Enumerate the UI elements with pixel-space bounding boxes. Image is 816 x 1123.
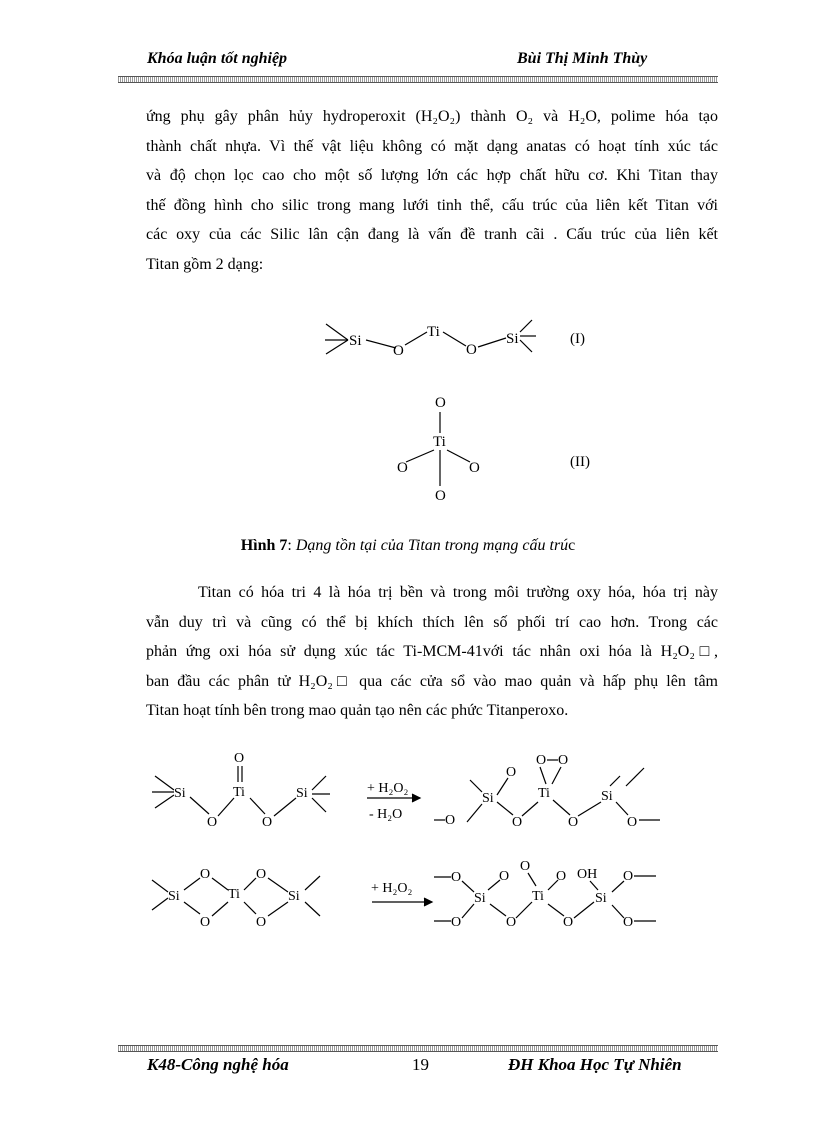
atom-o: O <box>623 869 634 884</box>
header-right: Bùi Thị Minh Thùy <box>517 50 648 67</box>
atom-o: O <box>397 460 408 476</box>
atom-si: Si <box>288 889 300 904</box>
atom-o: O <box>623 915 634 930</box>
structure-1-label: (I) <box>570 331 585 347</box>
atom-o: O <box>563 915 574 930</box>
figure-7-caption <box>0 537 816 555</box>
atom-o: O <box>520 859 531 874</box>
atom-o: O <box>568 815 579 830</box>
atom-o: O <box>393 343 404 359</box>
paragraph-line: thế đồng hình cho silic trong mang lưới tinh thể, cấu trúc của liên kết Titan với <box>146 196 718 214</box>
atom-o: O <box>262 815 273 830</box>
atom-o: O <box>499 869 510 884</box>
caption-label: Hình 7 <box>240 537 288 554</box>
paragraph-line: Titan hoạt tính bên trong mao quản tạo nên các phức Titanperoxo. <box>146 702 569 719</box>
atom-o: O <box>234 751 245 766</box>
reaction-schemes <box>0 740 816 940</box>
byproduct-label: - H₂O <box>369 807 403 822</box>
atom-o: O <box>200 867 211 882</box>
caption-text: Dạng tồn tại của Titan trong mạng cấu trú <box>295 537 569 554</box>
header-rule <box>118 76 718 83</box>
atom-si: Si <box>296 786 308 801</box>
structure-2 <box>397 395 590 504</box>
atom-ti: Ti <box>532 889 544 904</box>
footer-rule <box>118 1045 718 1052</box>
figure-7-structures <box>0 300 816 520</box>
atom-si: Si <box>601 789 613 804</box>
atom-oh: OH <box>577 867 598 882</box>
reaction-1-product <box>434 753 660 830</box>
caption-tail: c <box>568 537 576 554</box>
atom-o: O <box>627 815 638 830</box>
atom-o: O <box>512 815 523 830</box>
atom-o: O <box>506 765 517 780</box>
atom-ti: Ti <box>433 434 446 450</box>
atom-o: O <box>207 815 218 830</box>
reaction-2-product <box>434 859 656 930</box>
paragraph-line: ứng phụ gây phân hủy hydroperoxit (H₂O₂) thành O₂ và H₂O, polime hóa tạo <box>146 108 718 125</box>
paragraph-line: ban đầu các phân tử H₂O₂□ qua các cửa sổ vào mao quản và hấp phụ lên tâm <box>146 672 718 690</box>
reaction-2-reactant <box>152 867 320 930</box>
paragraph-line: Titan gồm 2 dạng: <box>146 255 264 273</box>
atom-si: Si <box>595 891 607 906</box>
atom-o: O <box>536 753 547 768</box>
paragraph-1 <box>146 102 718 279</box>
atom-ti: Ti <box>427 324 440 340</box>
atom-o: O <box>558 753 569 768</box>
paragraph-line: thành chất nhựa. Vì thế vật liệu không có mặt dạng anatas có hoạt tính xúc tác <box>146 137 718 155</box>
structure-2-label: (II) <box>570 454 590 470</box>
atom-si: Si <box>174 786 186 801</box>
footer-right: ĐH Khoa Học Tự Nhiên <box>508 1055 682 1074</box>
reagent-label: + H₂O₂ <box>371 881 413 896</box>
atom-o: O <box>451 915 462 930</box>
atom-o: O <box>466 342 477 358</box>
paragraph-line: các oxy của các Silic lân cận đang là vấn đề tranh cãi . Cấu trúc của liên kết <box>146 226 718 243</box>
atom-ti: Ti <box>538 786 550 801</box>
atom-o: O <box>435 395 446 411</box>
atom-si: Si <box>168 889 180 904</box>
atom-si: Si <box>474 891 486 906</box>
structure-1 <box>325 320 585 359</box>
atom-ti: Ti <box>228 887 240 902</box>
reagent-label: + H₂O₂ <box>367 781 409 796</box>
atom-o: O <box>469 460 480 476</box>
caption-colon: : <box>287 537 296 554</box>
reaction-1-reactant <box>152 751 330 830</box>
header-left: Khóa luận tốt nghiệp <box>147 50 288 67</box>
atom-o: O <box>256 867 267 882</box>
atom-o: O <box>506 915 517 930</box>
reaction-1-arrow <box>367 781 420 822</box>
atom-ti: Ti <box>233 785 245 800</box>
atom-o: O <box>445 813 456 828</box>
atom-si: Si <box>506 331 519 347</box>
atom-o: O <box>556 869 567 884</box>
page-number: 19 <box>412 1055 429 1074</box>
atom-o: O <box>256 915 267 930</box>
atom-si: Si <box>482 791 494 806</box>
atom-o: O <box>200 915 211 930</box>
paragraph-2 <box>146 578 718 726</box>
footer-left: K48-Công nghệ hóa <box>147 1055 289 1074</box>
atom-o: O <box>451 870 462 885</box>
paragraph-line: phản ứng oxi hóa sử dụng xúc tác Ti-MCM-41với tác nhân oxi hóa là H₂O₂□, <box>146 643 718 660</box>
paragraph-line: Titan có hóa tri 4 là hóa trị bền và trong môi trường oxy hóa, hóa trị này <box>198 584 718 601</box>
paragraph-line: và độ chọn lọc cao cho một số lượng lớn các hợp chất hữu cơ. Khi Titan thay <box>146 167 718 184</box>
atom-si: Si <box>349 333 362 349</box>
atom-o: O <box>435 488 446 504</box>
paragraph-line: vẫn duy trì và cũng có thể bị khích thích lên số phối trí cao hơn. Trong các <box>146 613 718 631</box>
reaction-2-arrow <box>371 881 432 906</box>
